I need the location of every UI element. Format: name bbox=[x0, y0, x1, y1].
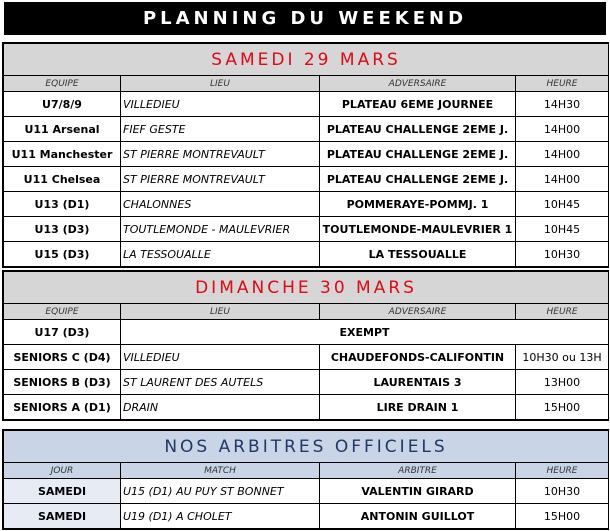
sunday-table bbox=[3, 271, 609, 420]
jour-cell: SAMEDI bbox=[4, 504, 121, 529]
adversaire-cell: PLATEAU CHALLENGE 2EME J. bbox=[320, 117, 516, 142]
team-cell: U11 Manchester bbox=[4, 142, 121, 167]
heure-cell: 14H00 bbox=[516, 142, 609, 167]
heure-cell: 15H00 bbox=[516, 504, 609, 529]
table-header bbox=[4, 463, 609, 479]
arbitre-cell: VALENTIN GIRARD bbox=[320, 479, 516, 504]
header-match: MATCH bbox=[121, 463, 320, 479]
sunday-section bbox=[2, 270, 609, 421]
team-cell: U11 Arsenal bbox=[4, 117, 121, 142]
lieu-cell: VILLEDIEU bbox=[121, 345, 320, 370]
team-cell: U15 (D3) bbox=[4, 242, 121, 267]
saturday-table bbox=[3, 43, 609, 267]
table-row bbox=[4, 504, 609, 529]
adversaire-cell: PLATEAU CHALLENGE 2EME J. bbox=[320, 142, 516, 167]
sunday-title: DIMANCHE 30 MARS bbox=[4, 272, 609, 304]
table-row bbox=[4, 92, 609, 117]
team-cell: U7/8/9 bbox=[4, 92, 121, 117]
lieu-cell: DRAIN bbox=[121, 395, 320, 420]
heure-cell: 10H30 ou 13H bbox=[516, 345, 609, 370]
adversaire-cell: LIRE DRAIN 1 bbox=[320, 395, 516, 420]
lieu-cell: TOUTLEMONDE - MAULEVRIER bbox=[121, 217, 320, 242]
lieu-cell: LA TESSOUALLE bbox=[121, 242, 320, 267]
header-heure: HEURE bbox=[516, 304, 609, 320]
saturday-title: SAMEDI 29 MARS bbox=[4, 44, 609, 76]
header-equipe: EQUIPE bbox=[4, 76, 121, 92]
match-cell: U15 (D1) AU PUY ST BONNET bbox=[121, 479, 320, 504]
table-row bbox=[4, 320, 609, 345]
adversaire-cell: POMMERAYE-POMMJ. 1 bbox=[320, 192, 516, 217]
heure-cell: 15H00 bbox=[516, 395, 609, 420]
lieu-cell: CHALONNES bbox=[121, 192, 320, 217]
table-row bbox=[4, 479, 609, 504]
adversaire-cell: LA TESSOUALLE bbox=[320, 242, 516, 267]
team-cell: SENIORS C (D4) bbox=[4, 345, 121, 370]
referees-title: NOS ARBITRES OFFICIELS bbox=[4, 431, 609, 463]
table-row bbox=[4, 395, 609, 420]
referees-section bbox=[2, 429, 609, 530]
table-row bbox=[4, 192, 609, 217]
table-row bbox=[4, 242, 609, 267]
lieu-cell: FIEF GESTE bbox=[121, 117, 320, 142]
table-row bbox=[4, 167, 609, 192]
lieu-cell: ST PIERRE MONTREVAULT bbox=[121, 142, 320, 167]
header-arbitre: ARBITRE bbox=[320, 463, 516, 479]
table-row bbox=[4, 117, 609, 142]
heure-cell: 14H30 bbox=[516, 92, 609, 117]
header-lieu: LIEU bbox=[121, 76, 320, 92]
team-cell: U17 (D3) bbox=[4, 320, 121, 345]
adversaire-cell: PLATEAU CHALLENGE 2EME J. bbox=[320, 167, 516, 192]
team-cell: SENIORS A (D1) bbox=[4, 395, 121, 420]
match-cell: U19 (D1) A CHOLET bbox=[121, 504, 320, 529]
adversaire-cell: LAURENTAIS 3 bbox=[320, 370, 516, 395]
arbitre-cell: ANTONIN GUILLOT bbox=[320, 504, 516, 529]
team-cell: U13 (D1) bbox=[4, 192, 121, 217]
lieu-cell: ST PIERRE MONTREVAULT bbox=[121, 167, 320, 192]
header-equipe: EQUIPE bbox=[4, 304, 121, 320]
team-cell: U13 (D3) bbox=[4, 217, 121, 242]
adversaire-cell: PLATEAU 6EME JOURNEE bbox=[320, 92, 516, 117]
header-heure: HEURE bbox=[516, 76, 609, 92]
table-row bbox=[4, 217, 609, 242]
heure-cell: 10H45 bbox=[516, 217, 609, 242]
header-adversaire: ADVERSAIRE bbox=[320, 304, 516, 320]
page-title: PLANNING DU WEEKEND bbox=[4, 2, 606, 35]
team-cell: SENIORS B (D3) bbox=[4, 370, 121, 395]
table-header bbox=[4, 304, 609, 320]
jour-cell: SAMEDI bbox=[4, 479, 121, 504]
heure-cell: 14H00 bbox=[516, 167, 609, 192]
table-row bbox=[4, 370, 609, 395]
table-row bbox=[4, 345, 609, 370]
table-header bbox=[4, 76, 609, 92]
lieu-cell: VILLEDIEU bbox=[121, 92, 320, 117]
heure-cell: 10H45 bbox=[516, 192, 609, 217]
lieu-cell: ST LAURENT DES AUTELS bbox=[121, 370, 320, 395]
team-cell: U11 Chelsea bbox=[4, 167, 121, 192]
saturday-section bbox=[2, 42, 609, 268]
header-jour: JOUR bbox=[4, 463, 121, 479]
heure-cell: 13H00 bbox=[516, 370, 609, 395]
header-adversaire: ADVERSAIRE bbox=[320, 76, 516, 92]
header-heure: HEURE bbox=[516, 463, 609, 479]
heure-cell: 14H00 bbox=[516, 117, 609, 142]
referees-table bbox=[3, 430, 609, 529]
heure-cell: 10H30 bbox=[516, 242, 609, 267]
exempt-cell: EXEMPT bbox=[121, 320, 609, 345]
table-row bbox=[4, 142, 609, 167]
heure-cell: 10H30 bbox=[516, 479, 609, 504]
adversaire-cell: TOUTLEMONDE-MAULEVRIER 1 bbox=[320, 217, 516, 242]
adversaire-cell: CHAUDEFONDS-CALIFONTIN bbox=[320, 345, 516, 370]
header-lieu: LIEU bbox=[121, 304, 320, 320]
